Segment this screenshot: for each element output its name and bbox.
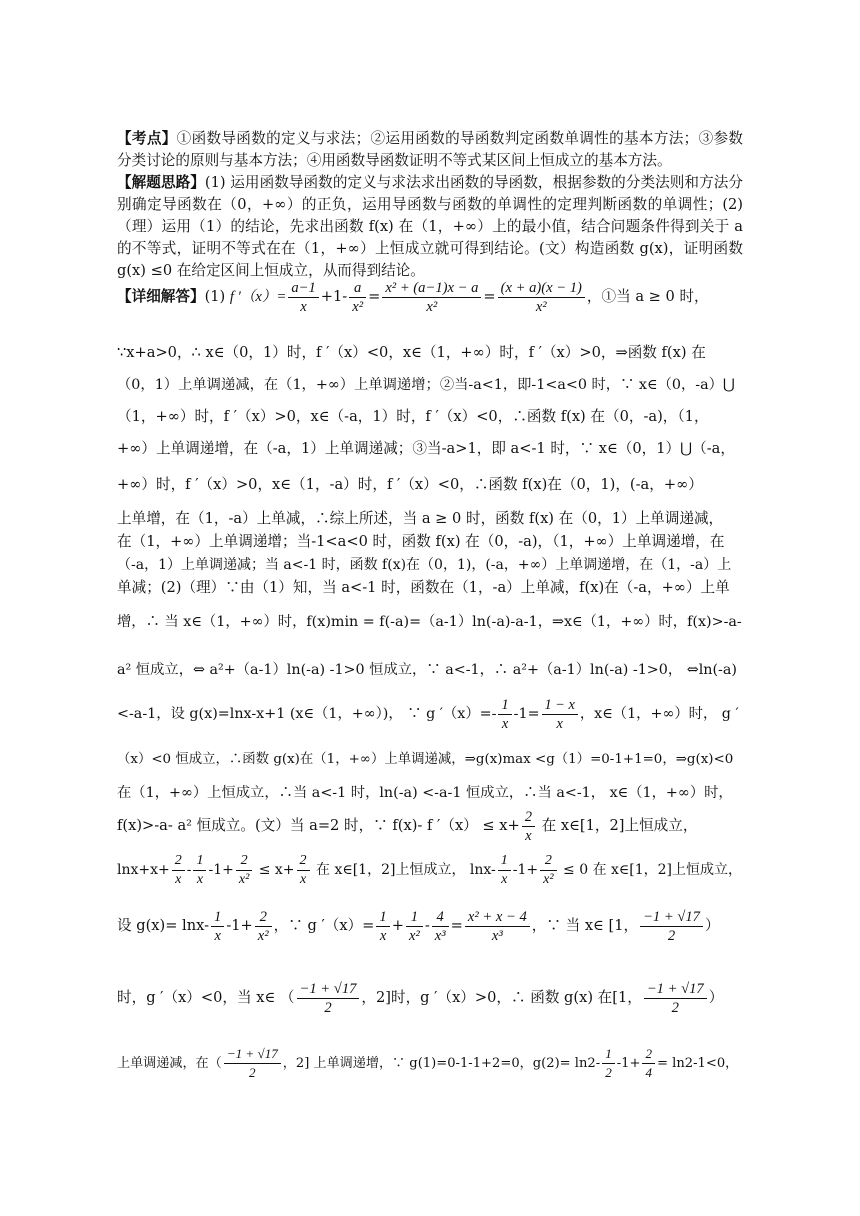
answer-line-20 xyxy=(117,1044,743,1084)
silu-paragraph xyxy=(117,172,743,282)
text-run: ，①当 a ≥ 0 时， xyxy=(586,288,709,305)
fraction xyxy=(642,1045,655,1082)
denominator: x² xyxy=(352,298,364,315)
fraction xyxy=(211,908,224,945)
text-run: ） xyxy=(708,989,724,1006)
text-run: lnx+x+ xyxy=(117,862,170,878)
answer-line-6: +∞）时，f ′（x）>0，x∈（1，-a）时，f ′（x）<0，∴函数 f(x)在（0，1)，(-a，+∞） xyxy=(117,476,703,493)
text-run: ，∵ g ′（x）= xyxy=(273,917,375,934)
numerator: 2 xyxy=(522,808,535,827)
denominator: x³ xyxy=(491,927,503,944)
numerator: −1 + √17 xyxy=(644,980,707,999)
numerator: a xyxy=(349,279,366,298)
text-run: + xyxy=(391,917,404,934)
answer-line-14: （x）<0 恒成立，∴函数 g(x)在（1，+∞）上单调递减，⇒g(x)max <g（1）=0-1+1=0，⇒g(x)<0 xyxy=(117,752,734,767)
denominator: x xyxy=(299,871,307,887)
numerator: 2 xyxy=(172,852,185,871)
text-run: 在 x∈[1，2]上恒成立， lnx- xyxy=(311,862,496,878)
denominator: 2 xyxy=(605,1065,612,1080)
denominator: x xyxy=(501,715,509,732)
denominator: 2 xyxy=(324,999,332,1016)
fraction xyxy=(349,279,366,316)
fraction xyxy=(236,852,252,889)
answer-line-15: 在（1，+∞）上恒成立，∴当 a<-1 时，ln(-a) <-a-1 恒成立，∴当 a<-1， x∈（1，+∞）时， xyxy=(117,785,733,801)
denominator: x xyxy=(501,871,508,887)
fraction xyxy=(465,908,530,945)
denominator: x² xyxy=(408,927,420,944)
text-run: f(x)>-a- a² 恒成立。(文）当 a=2 时，∵ f(x)- f ′（x） ≤ x+ xyxy=(117,817,520,834)
text-run: 时，g ′（x）<0，当 x∈ （ xyxy=(117,989,295,1006)
numerator: 1 xyxy=(193,852,206,871)
numerator: 1 xyxy=(376,908,389,927)
denominator: x³ xyxy=(434,927,446,944)
numerator: 1 xyxy=(498,852,511,871)
denominator: x xyxy=(175,871,182,887)
text-run: 在 x∈[1，2]上恒成立， xyxy=(537,817,698,834)
denominator: x xyxy=(525,827,532,844)
answer-line-13 xyxy=(117,694,743,734)
denominator: 2 xyxy=(667,927,676,944)
fraction xyxy=(224,1045,281,1082)
denominator: x xyxy=(196,871,204,887)
text-run: ，2]时，g ′（x）>0，∴ 函数 g(x) 在[1， xyxy=(361,989,642,1006)
numerator: 1 xyxy=(498,696,511,715)
denominator: 4 xyxy=(645,1065,653,1080)
text-run: = ln2-1<0， xyxy=(657,1056,739,1071)
text-run: ，2] 上单调递增，∵ g(1)=0-1-1+2=0，g(2)= ln2- xyxy=(282,1056,601,1071)
numerator: 1 xyxy=(602,1045,615,1064)
denominator: x² xyxy=(238,871,250,887)
fraction xyxy=(172,852,185,889)
fraction xyxy=(540,852,556,889)
fraction xyxy=(432,908,449,945)
text-run: 设 g(x)= lnx- xyxy=(117,917,210,934)
answer-line-8: 在（1，+∞）上单调递增；当-1<a<0 时，函数 f(x) 在（0，-a)，（1，+∞）上单调递增，在 xyxy=(117,533,725,550)
fraction xyxy=(498,696,511,733)
denominator: x xyxy=(379,927,387,944)
denominator: 2 xyxy=(671,999,679,1016)
text-run: ） xyxy=(704,917,720,934)
answer-line-10: 单减；(2)（理）∵由（1）知，当 a<-1 时，函数在（1，-a）上单减，f(x)在（-a，+∞）上单 xyxy=(117,579,730,596)
numerator: x² + x − 4 xyxy=(465,908,530,927)
derivative-symbol: f ′（x）= xyxy=(229,289,287,305)
answer-line-1 xyxy=(117,277,743,317)
text-run: ≤ 0 在 x∈[1，2]上恒成立， xyxy=(558,862,743,878)
text-run: - xyxy=(186,862,192,878)
fraction xyxy=(288,279,318,316)
denominator: x² xyxy=(535,298,547,315)
text-run: -1+ xyxy=(226,917,253,934)
numerator: −1 + √17 xyxy=(640,908,703,927)
numerator: 1 xyxy=(211,908,224,927)
denominator: 2 xyxy=(249,1065,256,1080)
numerator: −1 + √17 xyxy=(297,980,360,999)
fraction xyxy=(297,980,360,1017)
fraction xyxy=(522,808,535,845)
fraction xyxy=(644,980,707,1017)
silu-text: (1) 运用函数导函数的定义与求法求出函数的导函数，根据参数的分类法则和方法分别确定导函数在（0，+∞）的正负，运用导函数与函数的单调性的定理判断函数的单调性；(2)（理）运用（1）的结论，先求出函数 f(x) 在（1，+∞）上的最小值，结合问题条件得到关于 a 的不等式，证明不等式在在（1，+∞）上恒成立就可得到结论。(文）构造函数 g(x)，证明函数 g(x) ≤0 在给定区间上恒成立，从而得到结论。 xyxy=(117,174,743,279)
numerator: x² + (a−1)x − a xyxy=(382,279,481,298)
text-run: ≤ x+ xyxy=(254,862,295,878)
numerator: 2 xyxy=(540,852,556,871)
fraction xyxy=(406,908,423,945)
answer-line-9: （-a，1）上单调递减；当 a<-1 时，函数 f(x)在（0，1)，(-a，+∞）上单调递增，在（1，-a）上 xyxy=(117,557,732,573)
fraction xyxy=(498,279,585,316)
text-run: = xyxy=(450,917,463,934)
fraction xyxy=(255,908,272,945)
answer-line-12: a² 恒成立，⇔ a²+（a-1）ln(-a) -1>0 恒成立，∵ a<-1，∴ a²+（a-1）ln(-a) -1>0， ⇔ln(-a) xyxy=(117,662,737,678)
numerator: 2 xyxy=(642,1045,655,1064)
text-run: = xyxy=(368,288,381,305)
text-run: -1+ xyxy=(512,862,539,878)
fraction xyxy=(376,908,389,945)
fraction xyxy=(542,696,578,733)
denominator: x xyxy=(300,298,307,315)
fraction xyxy=(640,908,703,945)
denominator: x² xyxy=(257,927,269,944)
fraction xyxy=(498,852,511,889)
text-run: <-a-1，设 g(x)=lnx-x+1 (x∈（1，+∞）)， ∵ g ′（x）=- xyxy=(117,706,497,722)
answer-line-4: （1，+∞）时，f ′（x）>0，x∈（-a，1）时，f ′（x）<0，∴函数 f(x) 在（0，-a)，（1， xyxy=(117,408,709,425)
text-run: -1+ xyxy=(616,1056,641,1071)
text-run: (1) xyxy=(204,288,230,305)
text-run: - xyxy=(424,917,430,934)
fraction xyxy=(297,852,310,889)
answer-line-7: 上单增，在（1，-a）上单减，∴综上所述，当 a ≥ 0 时，函数 f(x) 在（0，1）上单调递减， xyxy=(117,510,724,527)
denominator: x² xyxy=(426,298,438,315)
numerator: 2 xyxy=(297,852,310,871)
numerator: (x + a)(x − 1) xyxy=(498,279,585,298)
answer-line-19 xyxy=(117,978,743,1018)
answer-line-2: ∵x+a>0，∴ x∈（0，1）时，f ′（x）<0，x∈（1，+∞）时，f ′（x）>0，⇒函数 f(x) 在 xyxy=(117,344,706,361)
text-run: ，x∈（1，+∞）时， g ′ xyxy=(579,706,739,722)
fraction xyxy=(193,852,206,889)
denominator: x² xyxy=(543,871,554,887)
fraction xyxy=(382,279,481,316)
silu-label: 【解题思路】 xyxy=(117,174,205,191)
kaodian-paragraph xyxy=(117,128,743,172)
answer-line-11: 增，∴ 当 x∈（1，+∞）时，f(x)min = f(-a)=（a-1）ln(-a)-a-1，⇒x∈（1，+∞）时，f(x)>-a- xyxy=(117,614,742,630)
kaodian-label: 【考点】 xyxy=(117,130,177,147)
text-run: -1= xyxy=(513,706,540,722)
answer-line-3: （0，1）上单调递减，在（1，+∞）上单调递增；②当-a<1，即-1<a<0 时，∵ x∈（0，-a）⋃ xyxy=(117,377,735,393)
text-run: 上单调递减，在（ xyxy=(117,1056,222,1071)
numerator: 2 xyxy=(255,908,272,927)
answer-line-17 xyxy=(117,850,743,890)
numerator: −1 + √17 xyxy=(224,1045,281,1064)
answer-line-18 xyxy=(117,906,743,946)
answer-line-16 xyxy=(117,806,743,846)
numerator: 2 xyxy=(236,852,252,871)
numerator: a−1 xyxy=(288,279,318,298)
numerator: 1 − x xyxy=(542,696,578,715)
text-run: +1- xyxy=(320,288,348,305)
answer-line-5: +∞）上单调递增，在（-a，1）上单调递减；③当-a>1，即 a<-1 时，∵ x∈（0，1）⋃（-a， xyxy=(117,440,735,457)
fraction xyxy=(602,1045,615,1082)
denominator: x xyxy=(214,927,221,944)
numerator: 1 xyxy=(406,908,423,927)
text-run: -1+ xyxy=(208,862,234,878)
text-run: = xyxy=(483,288,496,305)
text-run: ，∵ 当 x∈ [1， xyxy=(531,917,639,934)
numerator: 4 xyxy=(432,908,449,927)
kaodian-text: ①函数导函数的定义与求法；②运用函数的导函数判定函数单调性的基本方法；③参数分类讨论的原则与基本方法；④用函数导函数证明不等式某区间上恒成立的基本方法。 xyxy=(117,130,743,169)
jieda-label: 【详细解答】 xyxy=(117,288,205,305)
denominator: x xyxy=(556,715,563,732)
